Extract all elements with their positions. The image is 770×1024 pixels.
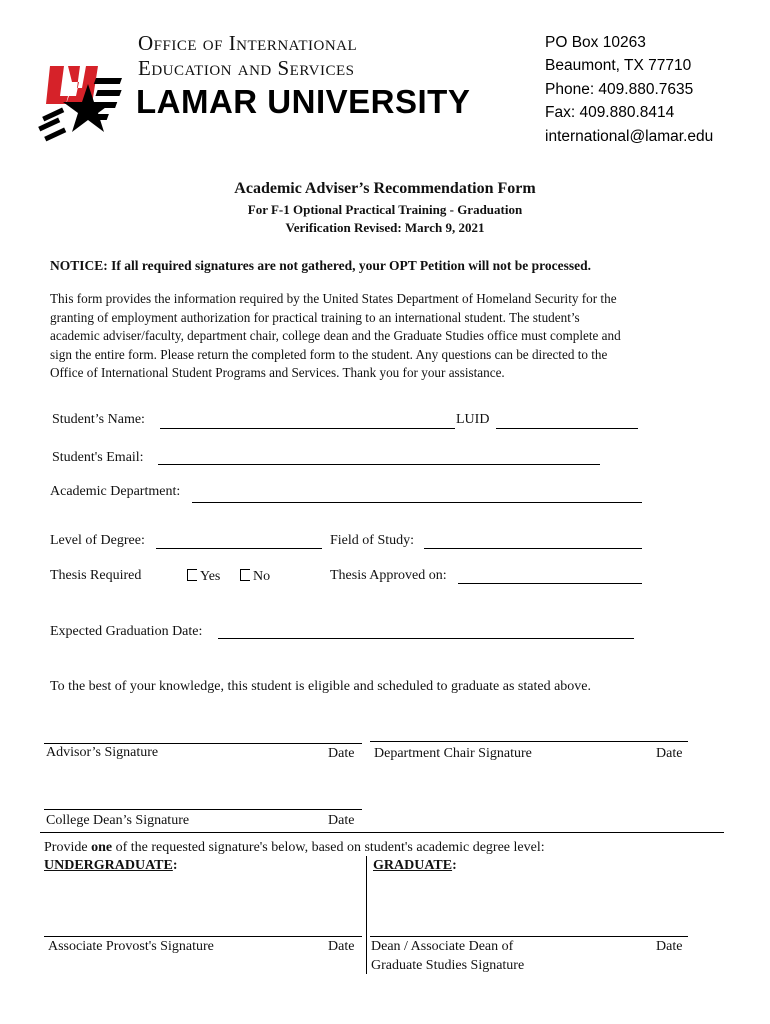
thesis-approved-label: Thesis Approved on: [330,568,447,583]
intro-line: academic adviser/faculty, department chair, college dean and the Graduate Studies office must complete and [50,328,621,343]
notice: NOTICE: If all required signatures are not gathered, your OPT Petition will not be processed. [50,258,592,273]
provide-instruction [44,841,545,855]
intro-line: Office of International Student Programs and Services. Thank you for your assistance. [50,365,505,380]
stripe [44,128,66,142]
chair-date-label: Date [656,746,683,761]
intro-line: granting of employment authorization for practical training to an international student. The student’s [50,309,580,325]
provide-emphasis: one [91,840,113,855]
expected-graduation-field[interactable] [218,638,634,639]
advisor-signature-line[interactable] [44,743,362,744]
thesis-required-label: Thesis Required [50,568,142,583]
intro-line: sign the entire form. Please return the completed form to the student. Any questions can be directed to the [50,346,608,362]
section-divider [40,832,724,833]
lamar-university-logo [36,56,136,148]
stripe [95,102,117,108]
undergraduate-label: UNDERGRADUATE [44,858,173,873]
lu-logo-mark-u [66,66,98,104]
intro-line: This form provides the information required by the United States Department of Homeland Security for the [50,291,617,306]
intro-paragraph [50,290,720,383]
graduate-dean-label-line2: Graduate Studies Signature [371,958,525,973]
graduate-dean-date-label: Date [656,939,683,954]
field-of-study-label: Field of Study: [330,533,415,548]
level-of-degree-field[interactable] [156,548,322,549]
provide-suffix: of the requested signature's below, based on student's academic degree level: [112,840,545,855]
student-name-field[interactable] [160,428,455,429]
thesis-yes-option[interactable] [187,569,220,584]
stripe [38,118,60,132]
contact-phone: Phone: 409.880.7635 [545,81,694,98]
student-name-label: Student’s Name: [52,412,145,427]
yes-checkbox[interactable] [187,569,197,581]
contact-po-box: PO Box 10263 [545,34,646,51]
graduate-heading [373,859,457,873]
college-dean-signature-label: College Dean’s Signature [46,813,190,828]
chair-signature-label: Department Chair Signature [374,746,532,761]
provide-prefix: Provide [44,840,92,855]
expected-graduation-label: Expected Graduation Date: [50,624,203,639]
contact-fax: Fax: 409.880.8414 [545,104,675,121]
luid-label: LUID [456,412,490,427]
no-checkbox[interactable] [240,569,250,581]
form-revision: Verification Revised: March 9, 2021 [285,220,485,235]
no-label: No [253,569,271,584]
chair-signature-line[interactable] [370,741,688,742]
dean-signature-line[interactable] [44,809,362,810]
field-of-study-field[interactable] [424,548,642,549]
office-name-line2: Education and Services [138,56,355,80]
graduate-colon: : [452,858,457,873]
academic-department-field[interactable] [192,502,642,503]
undergraduate-heading [44,859,178,873]
thesis-approved-field[interactable] [458,583,642,584]
contact-city: Beaumont, TX 77710 [545,57,692,74]
eligibility-statement: To the best of your knowledge, this student is eligible and scheduled to graduate as stated above. [50,679,591,694]
stripe [94,78,122,84]
form-title: Academic Adviser’s Recommendation Form [234,180,536,197]
thesis-no-option[interactable] [240,569,270,584]
provost-signature-line[interactable] [44,936,362,937]
academic-department-label: Academic Department: [50,484,181,499]
undergraduate-colon: : [172,858,178,873]
graduate-dean-label-line1: Dean / Associate Dean of [371,939,514,954]
lu-logo-mark [46,66,68,104]
column-divider [366,856,367,974]
office-name-line1: Office of International [138,31,358,55]
level-of-degree-label: Level of Degree: [50,533,145,548]
form-subtitle: For F-1 Optional Practical Training - Graduation [247,202,523,217]
graduate-dean-signature-line[interactable] [370,936,688,937]
advisor-signature-label: Advisor’s Signature [46,745,159,760]
yes-label: Yes [200,569,221,584]
university-name: LAMAR UNIVERSITY [136,83,471,120]
student-email-label: Student's Email: [52,450,144,465]
associate-provost-signature-label: Associate Provost's Signature [48,939,214,954]
stripe [93,114,109,120]
provost-date-label: Date [328,939,355,954]
dean-date-label: Date [328,813,355,828]
advisor-date-label: Date [328,746,355,761]
stripe [42,108,64,122]
student-email-field[interactable] [158,464,600,465]
luid-field[interactable] [496,428,638,429]
stripe [95,90,121,96]
contact-email: international@lamar.edu [545,128,714,145]
graduate-label: GRADUATE [373,858,453,873]
